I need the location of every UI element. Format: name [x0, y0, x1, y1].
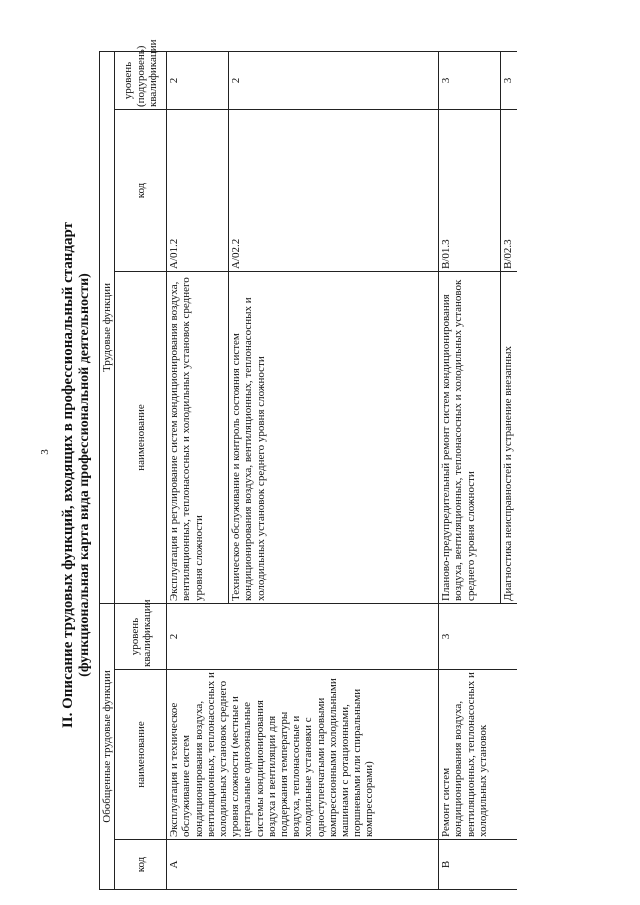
gen-code-cell: B: [439, 840, 517, 890]
gen-name-cell: Эксплуатация и техническое обслуживание систем кондиционирования воздуха, вентиляционных, теплонасосных и холодильных установок среднего уровня сложности (местные и центральные однозональные системы кондиционирования воздуха и вентиляции для поддержания температуры воздуха, теплонасосные и холодильные установки с одноступенчатыми паровыми компрессионными холодильными машинами с ротационными, поршневыми или спиральными компрессорами): [167, 670, 439, 840]
func-code-header: код: [115, 110, 167, 272]
func-code-cell: B/02.3: [501, 110, 517, 272]
func-level-cell: 3: [501, 52, 517, 110]
func-name-cell: Техническое обслуживание и контроль состояния систем кондиционирования воздуха, вентиляционных, теплонасосных и холодильных установок среднего уровня сложности: [229, 272, 439, 604]
generalized-header: Обобщенные трудовые функции: [100, 604, 115, 890]
gen-code-header: код: [115, 840, 167, 890]
table-row: [439, 52, 501, 890]
func-level-header: уровень (подуровень) квалификации: [115, 52, 167, 110]
rotated-page: [60, 39, 630, 905]
func-name-cell: Планово-предупредительный ремонт систем кондиционирования воздуха, вентиляционных, теплонасосных и холодильных установок среднего уровня сложности: [439, 272, 501, 604]
func-name-cell: Эксплуатация и регулирование систем кондиционирования воздуха, вентиляционных, теплонасосных и холодильных установок среднего уровня сложности: [167, 272, 229, 604]
func-name-header: наименование: [115, 272, 167, 604]
func-code-cell: A/02.2: [229, 110, 439, 272]
gen-level-cell: 2: [167, 604, 439, 670]
gen-name-header: наименование: [115, 670, 167, 840]
gen-level-header: уровень квалификации: [115, 604, 167, 670]
gen-level-cell: 3: [439, 604, 517, 670]
gen-name-cell: Ремонт систем кондиционирования воздуха, вентиляционных, теплонасосных и холодильных установок: [439, 670, 517, 840]
section-subtitle: (функциональная карта вида профессиональной деятельности): [77, 273, 92, 677]
page-number: 3: [39, 449, 51, 455]
func-level-cell: 2: [229, 52, 439, 110]
func-code-cell: B/01.3: [439, 110, 501, 272]
functions-header: Трудовые функции: [100, 52, 115, 604]
header-row-2: [115, 52, 167, 890]
func-level-cell: 2: [167, 52, 229, 110]
table-row: [167, 52, 229, 890]
gen-code-cell: A: [167, 840, 439, 890]
func-code-cell: A/01.2: [167, 110, 229, 272]
section-title: II. Описание трудовых функций, входящих в профессиональный стандарт: [60, 221, 76, 729]
func-level-cell: 3: [439, 52, 501, 110]
func-name-cell: Диагностика неисправностей и устранение внезапных: [501, 272, 517, 604]
functional-map-table: [99, 39, 517, 890]
header-row-1: [100, 52, 115, 890]
